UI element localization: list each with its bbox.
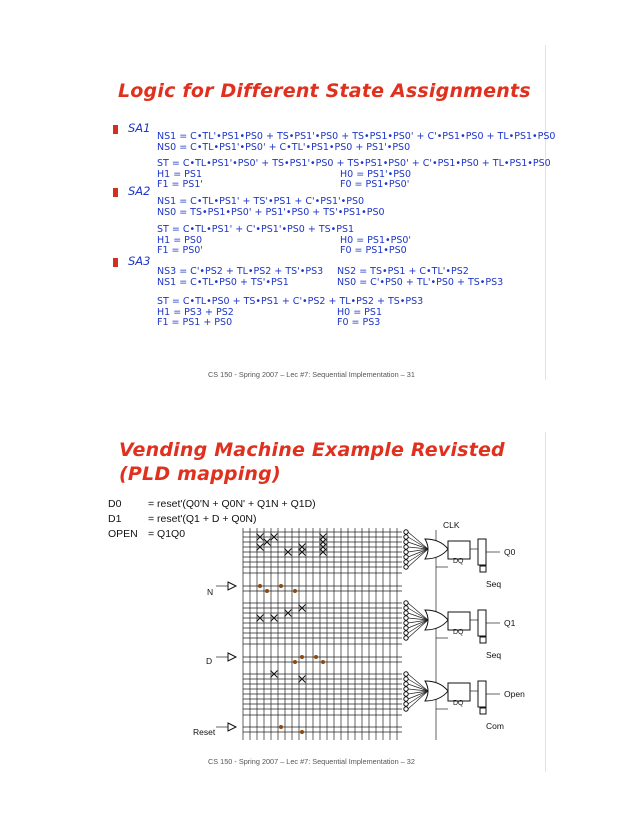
or-gate (425, 539, 448, 559)
connection-dot (293, 589, 297, 593)
term-bubble (404, 692, 408, 696)
term-bubble (404, 535, 408, 539)
term-bubble (404, 555, 408, 559)
slide31-footer: CS 150 - Spring 2007 – Lec #7: Sequential Implementation – 31 (208, 370, 415, 379)
sa2-f1: F1 = PS0' (157, 245, 203, 256)
sa1-h1: H1 = PS1 (157, 169, 202, 180)
sa3-f0: F0 = PS3 (337, 317, 381, 328)
connection-dot (279, 584, 283, 588)
sa2-h0: H0 = PS1•PS0' (340, 235, 412, 246)
input-buffer (228, 582, 236, 590)
term-bubble (404, 550, 408, 554)
output-mux (478, 681, 486, 707)
term-bubble (404, 687, 408, 691)
connection-dot (300, 730, 304, 734)
sa3-st: ST = C•TL•PS0 + TS•PS1 + C'•PS2 + TL•PS2 + TS•PS3 (157, 296, 424, 307)
connection-dot (314, 655, 318, 659)
ff-label-2: DQ (453, 629, 464, 636)
sa1-ns0: NS0 = C•TL•PS1'•PS0' + C•TL'•PS1•PS0 + PS1'•PS0 (157, 142, 411, 153)
or-input-wire (408, 603, 428, 620)
input-n-label: N (207, 587, 214, 597)
term-bubble (404, 707, 408, 711)
term-bubble (404, 636, 408, 640)
sa1-label: SA1 (128, 121, 151, 135)
ff-label-1: DQ (453, 558, 464, 565)
term-bubble (404, 540, 408, 544)
term-bubble (404, 682, 408, 686)
sa1-h0: H0 = PS1'•PS0 (340, 169, 412, 180)
sa1-st: ST = C•TL•PS1'•PS0' + TS•PS1'•PS0 + TS•PS1•PS0' + C'•PS1•PS0 + TL•PS1•PS0 (157, 158, 551, 169)
or-gate (425, 610, 448, 630)
slide31-title: Logic for Different State Assignments (118, 80, 531, 102)
def-d0-eq: = reset'(Q0'N + Q0N' + Q1N + Q1D) (148, 498, 316, 510)
term-bubble (404, 672, 408, 676)
output-mux (478, 539, 486, 565)
slide32-title-line1: Vending Machine Example Revisted (119, 439, 505, 461)
input-reset-label: Reset (193, 727, 216, 737)
sa2-ns1: NS1 = C•TL•PS1' + TS'•PS1 + C'•PS1'•PS0 (157, 196, 365, 207)
connection-dot (265, 589, 269, 593)
pld-logic-blocks (228, 530, 486, 731)
flip-flop (448, 541, 470, 559)
sa2-f0: F0 = PS1•PS0 (340, 245, 407, 256)
sa3-h0: H0 = PS1 (337, 307, 382, 318)
mux-select (480, 637, 486, 643)
sa2-st: ST = C•TL•PS1' + C'•PS1'•PS0 + TS•PS1 (157, 224, 355, 235)
connection-dot (321, 660, 325, 664)
slide32-footer: CS 150 - Spring 2007 – Lec #7: Sequential Implementation – 32 (208, 757, 415, 766)
sa2-ns0: NS0 = TS•PS1•PS0' + PS1'•PS0 + TS'•PS1•PS0 (157, 207, 385, 218)
or-input-wire (408, 674, 428, 691)
term-bubble (404, 601, 408, 605)
term-bubble (404, 702, 408, 706)
term-bubble (404, 697, 408, 701)
sa2-h1: H1 = PS0 (157, 235, 202, 246)
flip-flop (448, 612, 470, 630)
sa1-f0: F0 = PS1•PS0' (340, 179, 410, 190)
def-open-eq: = Q1Q0 (148, 528, 186, 540)
term-bubble (404, 677, 408, 681)
input-buffer (228, 723, 236, 731)
def-d1-name: D1 (108, 513, 122, 525)
or-input-wire (408, 532, 428, 549)
sa3-ns1: NS1 = C•TL•PS0 + TS'•PS1 (157, 277, 289, 288)
clk-label: CLK (443, 520, 460, 530)
slide32-title-line2: (PLD mapping) (119, 463, 281, 485)
flip-flop (448, 683, 470, 701)
sa2-label: SA2 (128, 184, 151, 198)
term-bubble (404, 621, 408, 625)
output-q0-label: Q0 (504, 547, 516, 557)
output-open-label: Open (504, 689, 525, 699)
mux-label-com: Com (486, 721, 504, 731)
term-bubble (404, 631, 408, 635)
ff-label-3: DQ (453, 700, 464, 707)
connection-dot (258, 584, 262, 588)
term-bubble (404, 545, 408, 549)
pld-connections (258, 584, 325, 734)
term-bubble (404, 565, 408, 569)
or-gate (425, 681, 448, 701)
output-mux (478, 610, 486, 636)
term-bubble (404, 616, 408, 620)
mux-select (480, 566, 486, 572)
term-bubble (404, 606, 408, 610)
def-d1-eq: = reset'(Q1 + D + Q0N) (148, 513, 257, 525)
connection-dot (293, 660, 297, 664)
sa3-ns3: NS3 = C'•PS2 + TL•PS2 + TS'•PS3 (157, 266, 324, 277)
term-bubble (404, 560, 408, 564)
sa3-ns2: NS2 = TS•PS1 + C•TL'•PS2 (337, 266, 469, 277)
connection-dot (279, 725, 283, 729)
sa3-label: SA3 (128, 254, 151, 268)
term-bubble (404, 611, 408, 615)
output-q1-label: Q1 (504, 618, 516, 628)
input-buffer (228, 653, 236, 661)
def-open-name: OPEN (108, 528, 138, 540)
def-d0-name: D0 (108, 498, 122, 510)
sa1-f1: F1 = PS1' (157, 179, 203, 190)
term-bubble (404, 530, 408, 534)
sa3-ns0: NS0 = C'•PS0 + TL'•PS0 + TS•PS3 (337, 277, 504, 288)
mux-label-seq-1: Seq (486, 579, 502, 589)
sa3-h1: H1 = PS3 + PS2 (157, 307, 234, 318)
sa3-f1: F1 = PS1 + PS0 (157, 317, 233, 328)
sa1-ns1: NS1 = C•TL'•PS1•PS0 + TS•PS1'•PS0 + TS•PS1•PS0' + C'•PS1•PS0 + TL•PS1•PS0 (157, 131, 556, 142)
connection-dot (300, 655, 304, 659)
mux-label-seq-2: Seq (486, 650, 502, 660)
input-d-label: D (206, 656, 213, 666)
mux-select (480, 708, 486, 714)
term-bubble (404, 626, 408, 630)
